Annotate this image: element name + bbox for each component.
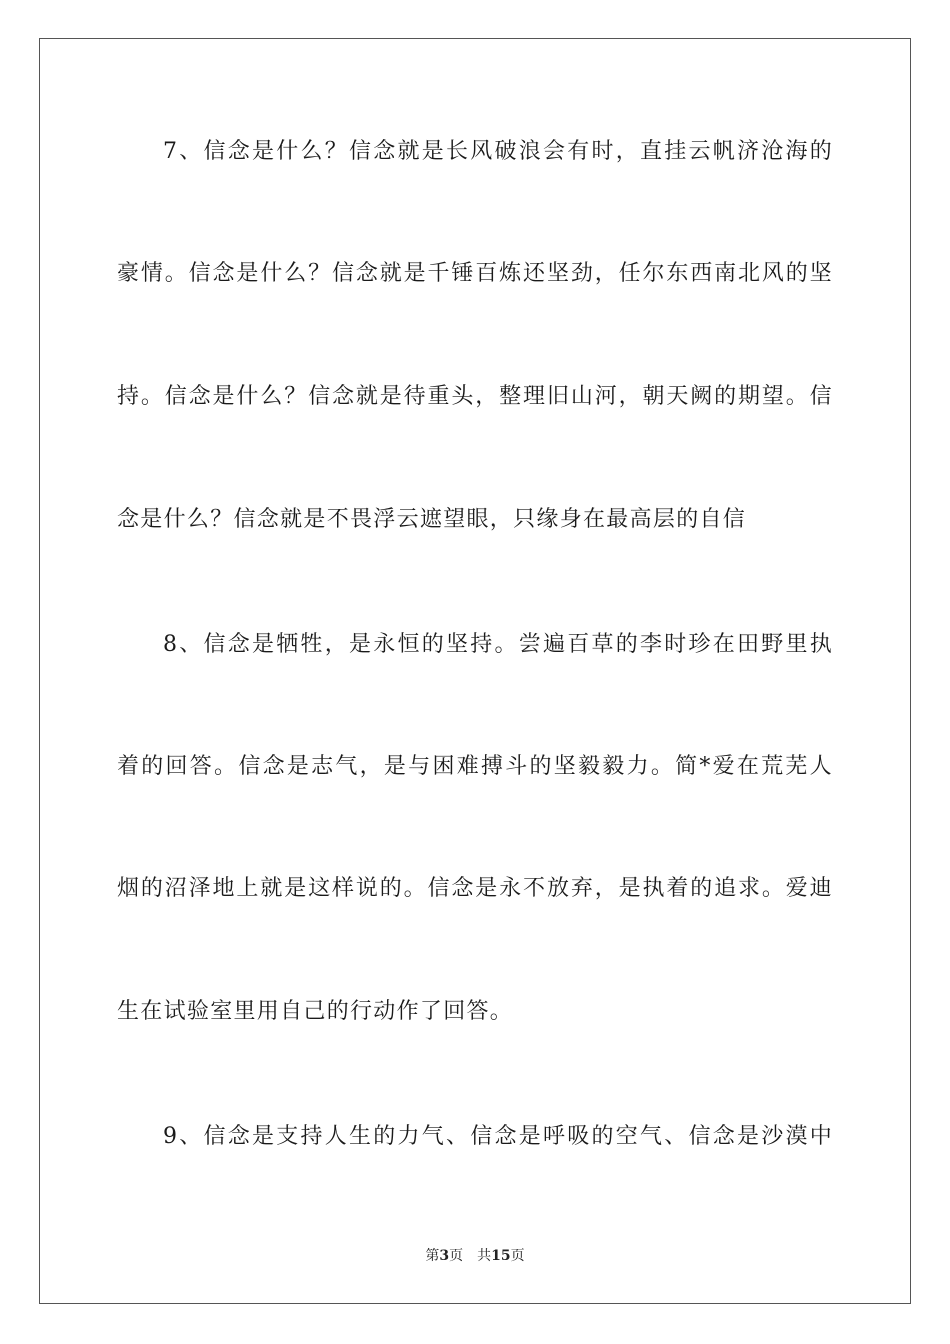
paragraph-8-line-2: 着的回答。信念是志气，是与困难搏斗的坚毅毅力。简*爱在荒芜人 bbox=[117, 754, 833, 779]
paragraph-7-line-2: 豪情。信念是什么？信念就是千锤百炼还坚劲，任尔东西南北风的坚 bbox=[117, 261, 833, 286]
paragraph-8-line-1: 8、信念是牺牲，是永恒的坚持。尝遍百草的李时珍在田野里执 bbox=[163, 632, 833, 657]
total-prefix: 共 bbox=[477, 1248, 492, 1264]
paragraph-7-line-3: 持。信念是什么？信念就是待重头，整理旧山河，朝天阙的期望。信 bbox=[117, 384, 833, 409]
paragraph-9-line-1: 9、信念是支持人生的力气、信念是呼吸的空气、信念是沙漠中 bbox=[163, 1124, 833, 1149]
paragraph-8-line-4: 生在试验室里用自己的行动作了回答。 bbox=[117, 999, 514, 1024]
page-footer bbox=[0, 1246, 950, 1266]
page-border bbox=[39, 38, 911, 1304]
page-number: 3 bbox=[439, 1248, 450, 1264]
page-suffix: 页 bbox=[449, 1248, 464, 1264]
total-suffix: 页 bbox=[510, 1248, 525, 1264]
paragraph-8-line-3: 烟的沼泽地上就是这样说的。信念是永不放弃，是执着的追求。爱迪 bbox=[117, 876, 833, 901]
paragraph-7-line-1: 7、信念是什么？信念就是长风破浪会有时，直挂云帆济沧海的 bbox=[163, 139, 833, 164]
total-pages: 15 bbox=[491, 1248, 511, 1264]
paragraph-7-line-4: 念是什么？信念就是不畏浮云遮望眼，只缘身在最高层的自信 bbox=[117, 507, 747, 532]
page-prefix: 第 bbox=[425, 1248, 440, 1264]
